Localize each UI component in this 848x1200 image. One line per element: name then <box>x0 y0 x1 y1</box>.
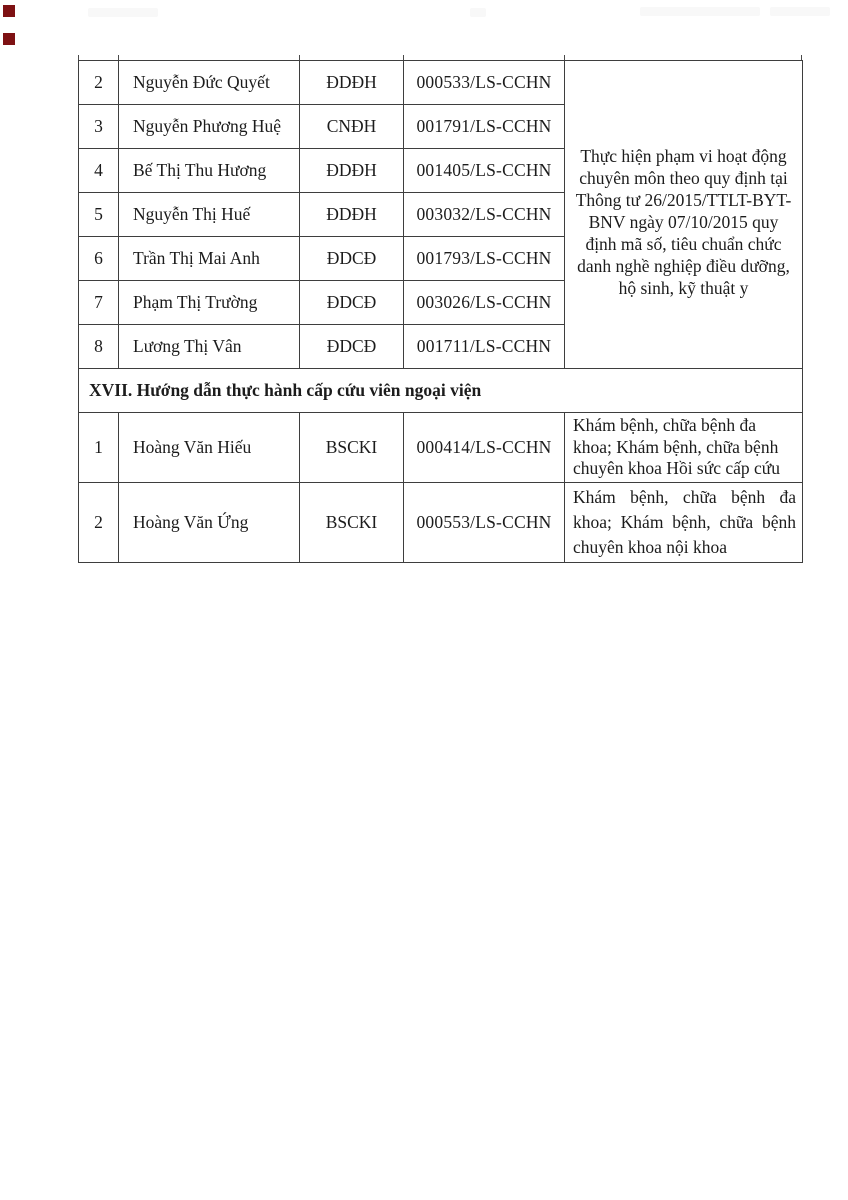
row-number-cell: 5 <box>79 193 119 237</box>
name-cell: Lương Thị Vân <box>119 325 300 369</box>
scan-artifact <box>640 7 760 16</box>
table-row <box>79 482 803 562</box>
red-marker-square <box>3 5 15 17</box>
row-number-cell: 4 <box>79 149 119 193</box>
license-cell: 001793/LS-CCHN <box>404 237 565 281</box>
license-cell: 000533/LS-CCHN <box>404 61 565 105</box>
scan-artifact <box>470 8 486 17</box>
title-cell: BSCKI <box>300 482 404 562</box>
row-number-cell: 2 <box>79 482 119 562</box>
title-cell: ĐDCĐ <box>300 325 404 369</box>
license-table <box>78 60 803 563</box>
title-cell: BSCKI <box>300 413 404 483</box>
name-cell: Phạm Thị Trường <box>119 281 300 325</box>
title-cell: ĐDĐH <box>300 193 404 237</box>
title-cell: ĐDĐH <box>300 61 404 105</box>
name-cell: Hoàng Văn Ứng <box>119 482 300 562</box>
scope-note-cell: Thực hiện phạm vi hoạt động chuyên môn theo quy định tại Thông tư 26/2015/TTLT-BYT-BNV ngày 07/10/2015 quy định mã số, tiêu chuẩn chức danh nghề nghiệp điều dưỡng, hộ sinh, kỹ thuật y <box>565 61 803 369</box>
license-cell: 001711/LS-CCHN <box>404 325 565 369</box>
scan-artifact <box>88 8 158 17</box>
title-cell: ĐDCĐ <box>300 237 404 281</box>
license-cell: 000553/LS-CCHN <box>404 482 565 562</box>
table-row <box>79 413 803 483</box>
scope-note-cell: Khám bệnh, chữa bệnh đa khoa; Khám bệnh, chữa bệnh chuyên khoa Hồi sức cấp cứu <box>565 413 803 483</box>
name-cell: Nguyễn Đức Quyết <box>119 61 300 105</box>
row-number-cell: 8 <box>79 325 119 369</box>
name-cell: Trần Thị Mai Anh <box>119 237 300 281</box>
row-number-cell: 2 <box>79 61 119 105</box>
name-cell: Bế Thị Thu Hương <box>119 149 300 193</box>
row-number-cell: 3 <box>79 105 119 149</box>
table-row <box>79 61 803 105</box>
name-cell: Hoàng Văn Hiếu <box>119 413 300 483</box>
title-cell: CNĐH <box>300 105 404 149</box>
name-cell: Nguyễn Thị Huế <box>119 193 300 237</box>
row-number-cell: 1 <box>79 413 119 483</box>
scope-note-cell: Khám bệnh, chữa bệnh đa khoa; Khám bệnh, chữa bệnh chuyên khoa nội khoa <box>565 482 803 562</box>
title-cell: ĐDĐH <box>300 149 404 193</box>
row-number-cell: 6 <box>79 237 119 281</box>
license-cell: 000414/LS-CCHN <box>404 413 565 483</box>
row-number-cell: 7 <box>79 281 119 325</box>
section-heading-row <box>79 369 803 413</box>
name-cell: Nguyễn Phương Huệ <box>119 105 300 149</box>
license-cell: 001405/LS-CCHN <box>404 149 565 193</box>
title-cell: ĐDCĐ <box>300 281 404 325</box>
license-cell: 001791/LS-CCHN <box>404 105 565 149</box>
scan-artifact <box>770 7 830 16</box>
license-cell: 003026/LS-CCHN <box>404 281 565 325</box>
section-heading: XVII. Hướng dẫn thực hành cấp cứu viên ngoại viện <box>79 369 803 413</box>
red-marker-square <box>3 33 15 45</box>
license-cell: 003032/LS-CCHN <box>404 193 565 237</box>
